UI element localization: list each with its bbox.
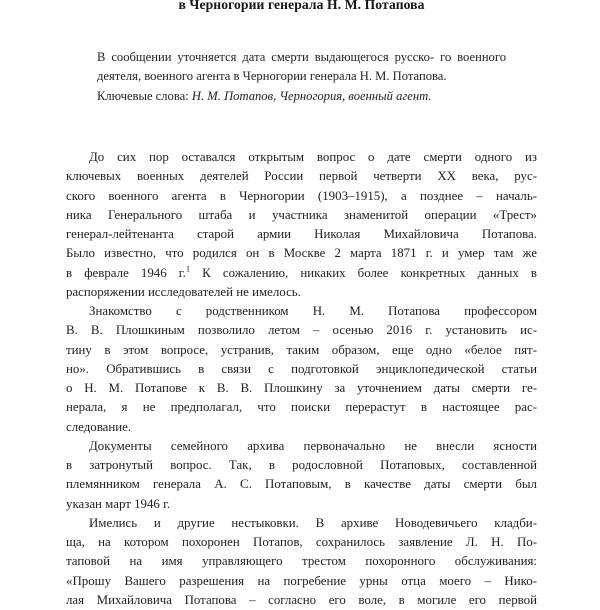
body-line: В. В. Плошкиным позволило летом – осенью 2016 г. установить ис-: [66, 323, 537, 338]
body-line: До сих пор оставался открытым вопрос о дате смерти одного из: [89, 150, 537, 164]
body-text: [66, 148, 537, 610]
abstract-line: Н. М. Потапова.: [359, 69, 447, 84]
body-line: генерал-лейтенанта старой армии Николая Михайловича Потапова.: [66, 227, 537, 241]
paragraph-3: [66, 437, 537, 514]
body-line: ща, на котором похоронен Потапов, сохранилось заявление Л. Н. По-: [66, 535, 537, 549]
keywords: [97, 87, 506, 106]
paragraph-2: [66, 302, 537, 437]
article-title: [66, 0, 537, 13]
body-line: ского военного агента в Черногории (1903–1915), а позднее – началь-: [66, 188, 537, 203]
body-line-with-footnote: [66, 264, 537, 283]
body-line: Имелись и другие нестыковки. В архиве Новодевичьего кладби-: [89, 515, 537, 530]
page-title: в Черногории генерала Н. М. Потапова: [178, 0, 425, 12]
abstract-text: [97, 48, 506, 87]
body-line: но». Обратившись в связи с подготовкой энциклопедической статьи: [66, 361, 537, 376]
keywords-value: Н. М. Потапов, Черногория, военный агент.: [191, 88, 432, 103]
paragraph-1: [66, 148, 537, 302]
body-line: указан март 1946 г.: [66, 496, 171, 511]
body-line: о Н. М. Потапове к В. В. Плошкину за уточнением даты смерти ге-: [66, 381, 537, 395]
body-line: лая Михайловича Потапова – согласно его воле, в могиле его первой: [66, 592, 537, 607]
abstract-line: го военного деятеля, военного агента в Черногории генерала: [97, 50, 506, 84]
body-line: тину в этом вопросе, устранив, таким образом, еще одно «белое пят-: [66, 342, 537, 357]
body-line: следование.: [66, 419, 132, 434]
body-line-segment: К сожалению, никаких более конкретных данных в: [190, 265, 537, 280]
body-line: Документы семейного архива первоначально не внесли ясности: [89, 438, 537, 453]
abstract-block: [97, 48, 506, 106]
body-line: ключевых военных деятелей России первой четверти XX века, рус-: [66, 169, 537, 184]
abstract-line: В сообщении уточняется дата смерти выдающегося русско-: [97, 50, 435, 64]
footnote-reference-marker: 1: [185, 264, 191, 274]
body-line: таповой на имя управляющего трестом похоронного обслуживания:: [66, 554, 537, 569]
body-line: «Прошу Вашего разрешения на погребение урны отца моего – Нико-: [66, 573, 537, 588]
body-line: Знакомство с родственником Н. М. Потапова профессором: [89, 304, 537, 318]
body-line: распоряжении исследователей не имелось.: [66, 284, 301, 299]
body-line-segment: в феврале 1946 г.: [66, 265, 186, 280]
body-line: племянником генерала А. С. Потаповым, в качестве даты смерти был: [66, 477, 537, 492]
keywords-label: Ключевые слова:: [97, 88, 189, 103]
body-line: ника Генерального штаба и участника знаменитой операции «Трест»: [66, 207, 537, 222]
paragraph-4: [66, 514, 537, 610]
body-line: нерала, я не предполагал, что поиски перерастут в настоящее рас-: [66, 400, 537, 415]
body-line: в затронутый вопрос. Так, в родословной Потаповых, составленной: [66, 458, 537, 472]
body-line: Было известно, что родился он в Москве 2 марта 1871 г. и умер там же: [66, 246, 537, 261]
